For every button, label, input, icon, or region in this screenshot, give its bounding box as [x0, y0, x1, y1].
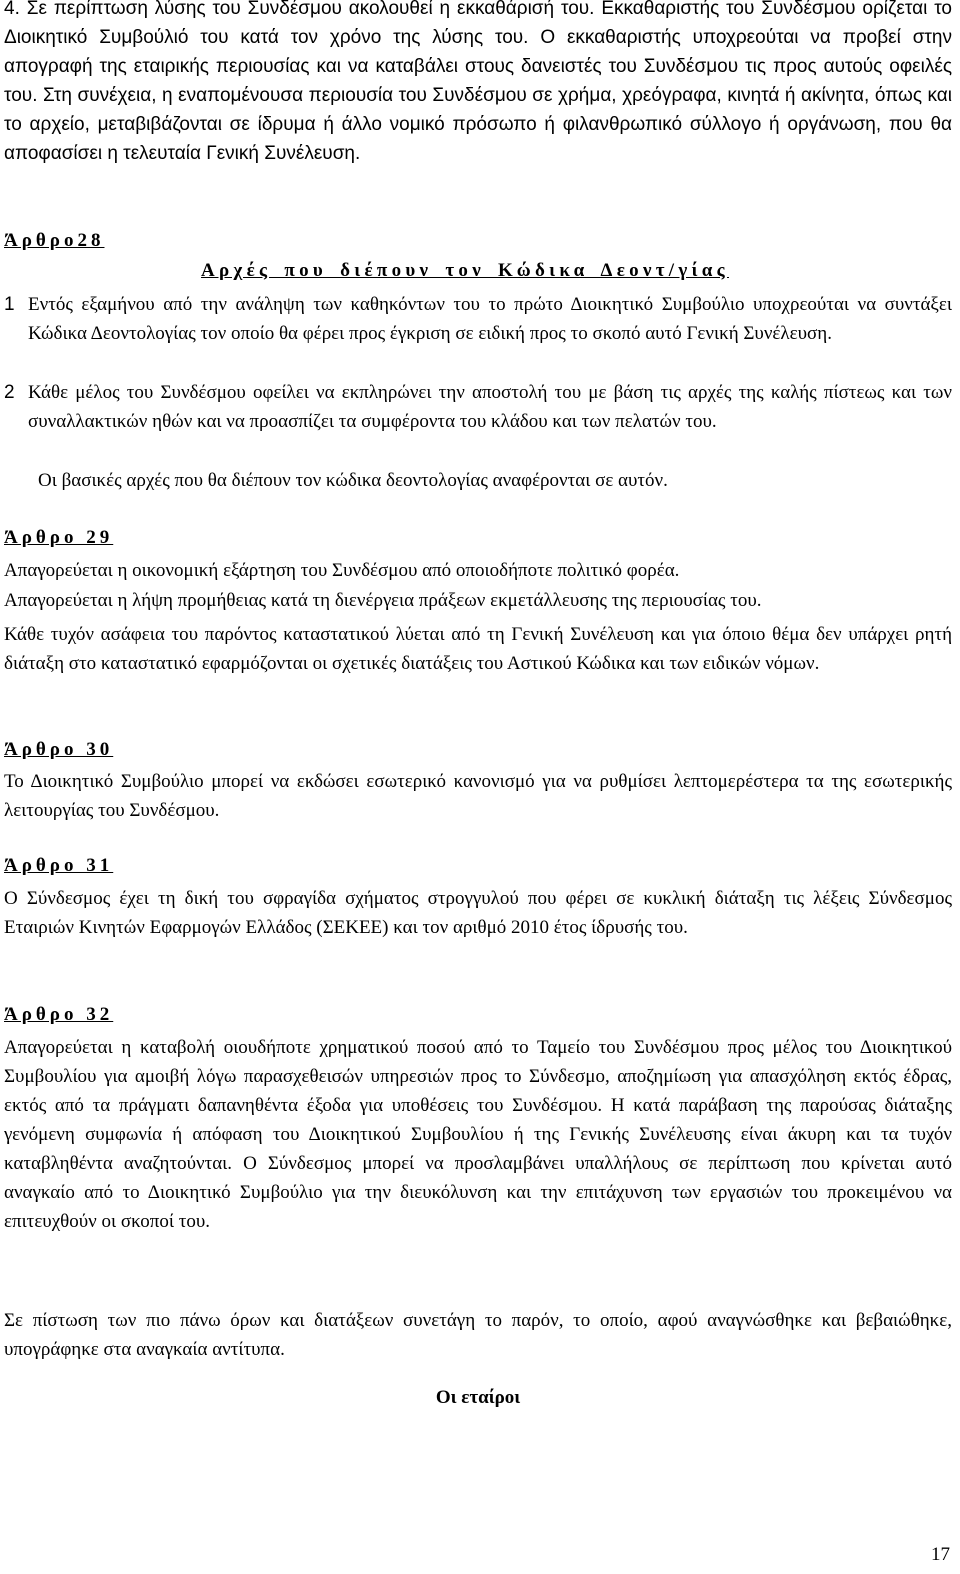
- item-text: Εντός εξαμήνου από την ανάληψη των καθηκόντων του το πρώτο Διοικητικό Συμβούλιο υποχρεούται να συντάξει Κώδικα Δεοντολογίας τον οποίο θα φέρει προς έγκριση σε ειδική προς το σκοπό αυτό Γενική Συνέλευση.: [28, 294, 952, 344]
- article-28-item-2: [4, 378, 952, 436]
- article-30-heading: Άρθρο 30: [4, 739, 114, 760]
- article-28-subtitle-text: Αρχές που διέπουν τον Κώδικα Δεοντ/γίας: [201, 260, 729, 281]
- article-31-text: Ο Σύνδεσμος έχει τη δική του σφραγίδα σχήματος στρογγυλού που φέρει σε κυκλική διάταξη τις λέξεις Σύνδεσμος Εταιριών Κινητών Εφαρμογών Ελλάδος (ΣΕΚΕΕ) και τον αριθμό 2010 έτος ίδρυσής του.: [4, 888, 952, 938]
- item-number: 2: [4, 382, 15, 403]
- article-28-subtitle: [0, 260, 930, 282]
- article-28-item-1: [4, 290, 952, 348]
- article-32-text: Απαγορεύεται η καταβολή οιουδήποτε χρηματικού ποσού από το Ταμείο του Συνδέσμου προς μέλος του Διοικητικού Συμβουλίου για αμοιβή λόγω παρασχεθεισών υπηρεσιών προς το Σύνδεσμο, αποζημίωση για απασχόληση εκτός έδρας, εκτός από τα πράγματι δαπανηθέντα έξοδα για υποθέσεις του Συνδέσμου. Η κατά παράβαση της παρούσας διάταξης γενόμενη συμφωνία ή απόφαση του Διοικητικού Συμβουλίου ή της Γενικής Συνέλευσης είναι άκυρη και τα τυχόν καταβληθέντα αναζητούνται. Ο Σύνδεσμος μπορεί να προσλαμβάνει υπαλλήλους σε περίπτωση που κρίνεται αυτό αναγκαίο από το Διοικητικό Συμβούλιο για την διευκόλυνση και την επιτάχυνση των εργασιών του προκειμένου να επιτευχθούν οι σκοποί του.: [4, 1037, 952, 1232]
- article-30-text: Το Διοικητικό Συμβούλιο μπορεί να εκδώσει εσωτερικό κανονισμό για να ρυθμίσει λεπτομερέστερα τα της εσωτερικής λειτουργίας του Συνδέσμου.: [4, 771, 952, 821]
- article-29-paragraph: Κάθε τυχόν ασάφεια του παρόντος καταστατικού λύεται από τη Γενική Συνέλευση και για όποιο θέμα δεν υπάρχει ρητή διάταξη στο καταστατικό εφαρμόζονται οι σχετικές διατάξεις του Αστικού Κώδικα και των ειδικών νόμων.: [4, 624, 952, 674]
- article-29-heading: Άρθρο 29: [4, 527, 114, 548]
- closing-paragraph: Σε πίστωση των πιο πάνω όρων και διατάξεων συνετάγη το παρόν, το οποίο, αφού αναγνώσθηκε και βεβαιώθηκε, υπογράφηκε στα αναγκαία αντίτυπα.: [4, 1310, 952, 1360]
- article-32-heading: Άρθρο 32: [4, 1004, 114, 1025]
- item-text: Κάθε μέλος του Συνδέσμου οφείλει να εκπληρώνει την αποστολή του με βάση τις αρχές της καλής πίστεως και των συναλλακτικών ηθών και να προασπίζει τα συμφέροντα του κλάδου και των πελατών του.: [28, 382, 952, 432]
- article-31-heading: Άρθρο 31: [4, 855, 114, 876]
- article-28-closing-line: Οι βασικές αρχές που θα διέπουν τον κώδικα δεοντολογίας αναφέρονται σε αυτόν.: [38, 470, 668, 491]
- article-28-heading: Άρθρο28: [4, 230, 105, 251]
- article-29-line-2: Απαγορεύεται η λήψη προμήθειας κατά τη διενέργεια πράξεων εκμετάλλευσης της περιουσίας του.: [4, 590, 762, 611]
- page-number: 17: [931, 1544, 950, 1565]
- item-number: 1: [4, 294, 15, 315]
- article-29-line-1: Απαγορεύεται η οικονομική εξάρτηση του Συνδέσμου από οποιοδήποτε πολιτικό φορέα.: [4, 560, 680, 581]
- section-4-dissolution-paragraph: 4. Σε περίπτωση λύσης του Συνδέσμου ακολουθεί η εκκαθάρισή του. Εκκαθαριστής του Συνδέσμου ορίζεται το Διοικητικό Συμβούλιό του κατά τον χρόνο της λύσης του. Ο εκκαθαριστής υποχρεούται να προβεί στην απογραφή της εταιρικής περιουσίας και να καταβάλει στους δανειστές του Συνδέσμου τις προς αυτούς οφειλές του. Στη συνέχεια, η εναπομένουσα περιουσία του Συνδέσμου σε χρήμα, χρεόγραφα, κινητά ή ακίνητα, όπως και το αρχείο, μεταβιβάζονται σε ίδρυμα ή άλλο νομικό πρόσωπο ή φιλανθρωπικό σύλλογο ή οργάνωση, που θα αποφασίσει η τελευταία Γενική Συνέλευση.: [4, 0, 952, 164]
- signers-title: Οι εταίροι: [435, 1387, 521, 1408]
